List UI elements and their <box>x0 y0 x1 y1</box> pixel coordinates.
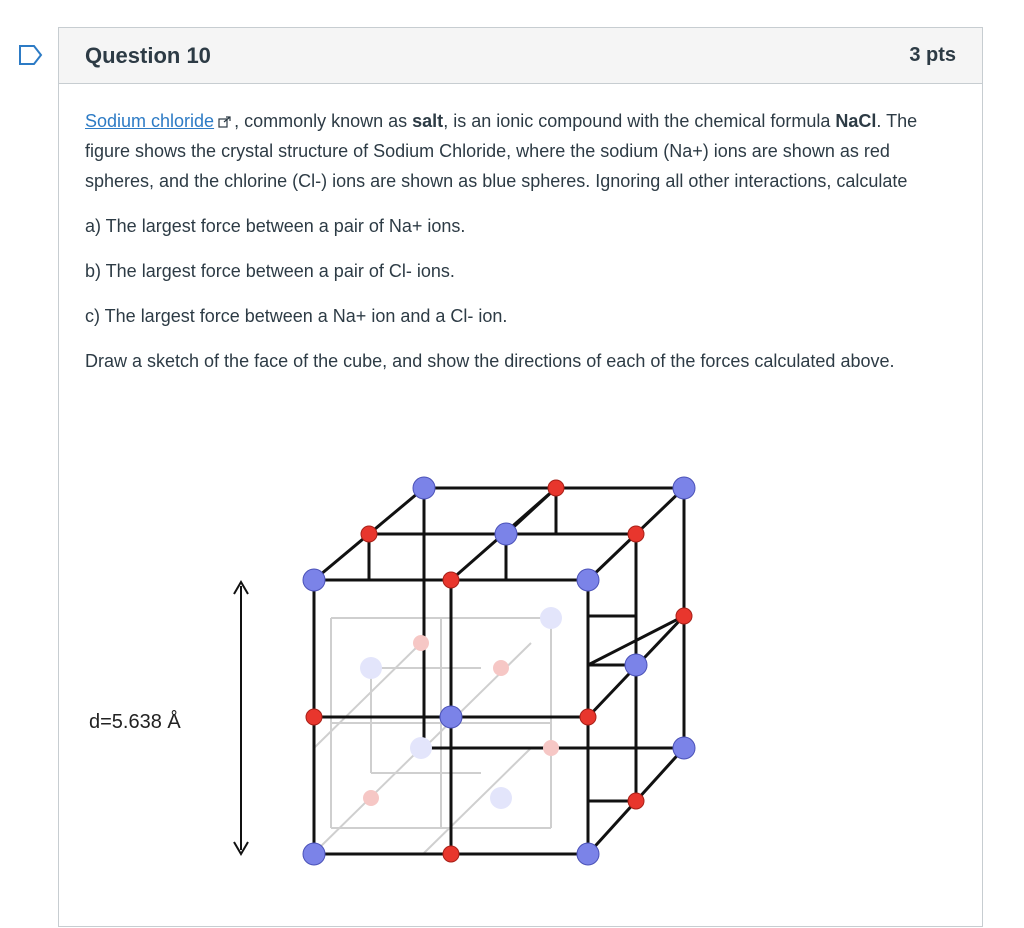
external-link-icon[interactable] <box>218 116 232 128</box>
cl-ion <box>577 569 599 591</box>
part-a: a) The largest force between a pair of Na+ ions. <box>85 216 466 236</box>
na-ion <box>548 480 564 496</box>
part-b: b) The largest force between a pair of Cl- ions. <box>85 261 455 281</box>
na-ion <box>580 709 596 725</box>
question-title: Question 10 <box>85 42 211 68</box>
bookmark-flag-icon[interactable] <box>18 44 44 66</box>
cl-ion <box>303 843 325 865</box>
na-ion <box>628 526 644 542</box>
question-body <box>59 84 982 376</box>
cl-ion <box>625 654 647 676</box>
na-ion <box>306 709 322 725</box>
na-ion <box>361 526 377 542</box>
question-card <box>58 27 983 927</box>
cl-ion <box>577 843 599 865</box>
intro-text-1: , commonly known as <box>234 111 413 131</box>
intro-paragraph <box>85 106 956 196</box>
nacl-crystal-figure <box>81 468 971 928</box>
question-points: 3 pts <box>909 44 956 66</box>
cl-ion <box>673 477 695 499</box>
cl-ion <box>440 706 462 728</box>
question-header <box>59 28 982 84</box>
cl-ion <box>673 737 695 759</box>
part-c: c) The largest force between a Na+ ion and a Cl- ion. <box>85 306 508 326</box>
na-ion <box>443 846 459 862</box>
intro-bold-nacl: NaCl <box>835 111 877 131</box>
na-ion <box>628 793 644 809</box>
sodium-chloride-link[interactable]: Sodium chloride <box>85 111 215 131</box>
distance-arrow <box>234 582 248 854</box>
na-ion <box>676 608 692 624</box>
cl-ion <box>303 569 325 591</box>
inner-lattice <box>314 618 551 853</box>
instruction-text: Draw a sketch of the face of the cube, and show the directions of each of the forces calculated above. <box>85 351 895 371</box>
intro-text-2: , is an ionic compound with the chemical formula <box>443 111 836 131</box>
na-ion <box>443 572 459 588</box>
intro-text-3: . The figure shows the crystal structure of Sodium Chloride, where the sodium (Na+) ions are shown as red spheres, and the chlorine (Cl-) ions are shown as blue spheres. Ignoring all other interactions, calculate <box>85 111 918 191</box>
distance-label: d=5.638 Å <box>89 711 181 733</box>
intro-bold-salt: salt <box>412 111 444 131</box>
cl-ion <box>413 477 435 499</box>
cl-ion <box>495 523 517 545</box>
